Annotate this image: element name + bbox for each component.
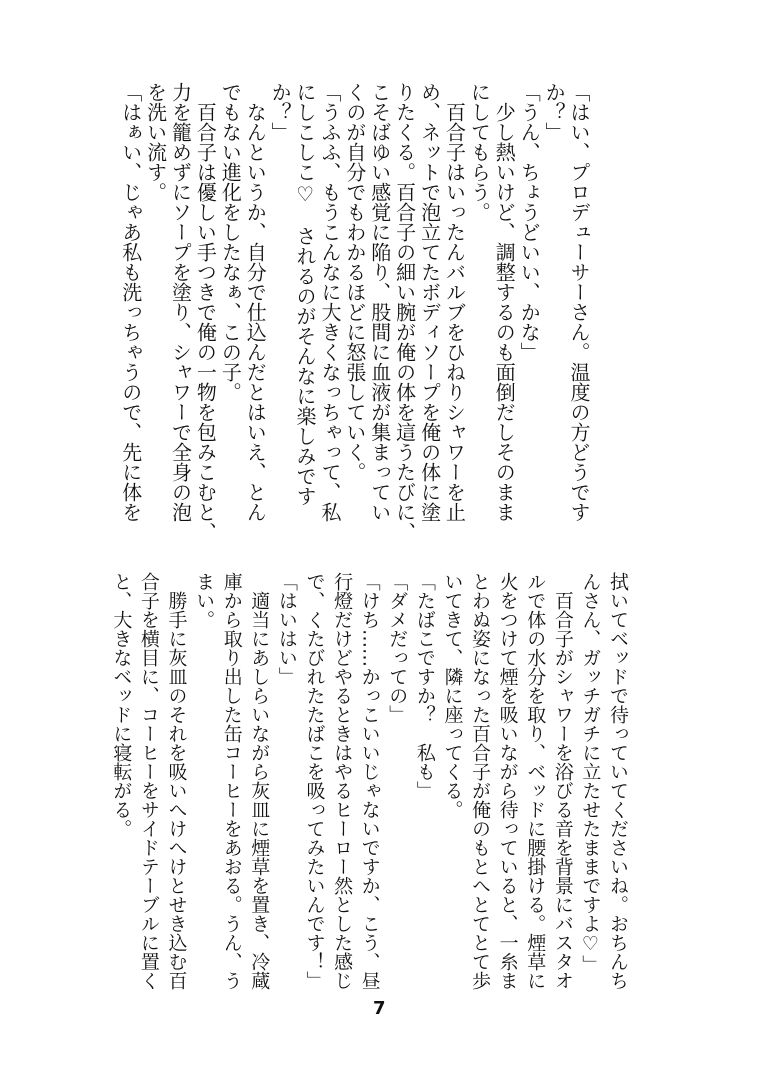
text-column: 「ダメだっての」 bbox=[386, 572, 409, 724]
text-column: と、大きなベッドに寝転がる。 bbox=[110, 572, 133, 838]
text-column: 庫から取り出した缶コーヒーをあおる。うん、う bbox=[220, 572, 243, 990]
text-column: 「うふふ、もうこんなに大きくなっちゃって、私 bbox=[317, 82, 342, 522]
text-column: 「けち……かっこいいじゃないですか、こう、昼 bbox=[358, 572, 381, 990]
text-column: 「はいはい」 bbox=[275, 572, 298, 686]
text-column: にしてもらう。 bbox=[467, 82, 492, 222]
text-column: 合子を横目に、コーヒーをサイドテーブルに置く bbox=[137, 572, 160, 990]
text-column: を洗い流す。 bbox=[143, 82, 168, 202]
text-column: 拭いてベッドで待っていてくださいね。おちんち bbox=[607, 572, 629, 990]
text-column: まい。 bbox=[193, 572, 216, 629]
text-column: か？」 bbox=[268, 82, 293, 142]
text-column: 行燈だけどやるときはやるヒーロー然とした感じ bbox=[331, 572, 354, 990]
text-column: にしこしこ♡ されるのがそんなに楽しみです bbox=[293, 82, 318, 506]
text-column: 「うん、ちょうどいい、かな」 bbox=[517, 82, 542, 362]
text-column: 「はぁい、じゃあ私も洗っちゃうので、先に体を bbox=[118, 82, 143, 522]
text-column: くのが自分でもわかるほどに怒張していく。 bbox=[342, 82, 367, 482]
text-column: 「はい、プロデューサーさん。温度の方どうです bbox=[567, 82, 591, 522]
page-number: 7 bbox=[373, 998, 386, 1019]
text-column: 火をつけて煙を吸いながら待っていると、一糸ま bbox=[496, 572, 519, 990]
text-column: いてきて、隣に座ってくる。 bbox=[441, 572, 464, 819]
text-block-bottom bbox=[107, 572, 631, 1012]
text-column: 少し熱いけど、調整するのも面倒だしそのまま bbox=[492, 82, 517, 522]
text-column: か？」 bbox=[542, 82, 567, 142]
text-column: でもない進化をしたなぁ、この子。 bbox=[218, 82, 243, 402]
text-column: こそばゆい感覚に陥り、股間に血液が集まってい bbox=[367, 82, 392, 522]
text-column: んさん、ガッチガチに立たせたままですよ♡」 bbox=[579, 572, 602, 974]
text-column: 「たばこですか？ 私も」 bbox=[413, 572, 436, 800]
text-column: ルで体の水分を取り、ベッドに腰掛ける。煙草に bbox=[524, 572, 547, 990]
text-column: とわぬ姿になった百合子が俺のもとへとてとて歩 bbox=[469, 572, 492, 990]
text-column: で、くたびれたたばこを吸ってみたいんです！」 bbox=[303, 572, 326, 990]
text-column: 百合子はいったんバルブをひねりシャワーを止 bbox=[442, 82, 467, 522]
text-column: 適当にあしらいながら灰皿に煙草を置き、冷蔵 bbox=[248, 572, 271, 990]
text-block-top bbox=[118, 82, 591, 542]
text-column: 勝手に灰皿のそれを吸いへけへけとせき込む百 bbox=[165, 572, 188, 990]
text-column: め、ネットで泡立てたボディソープを俺の体に塗 bbox=[417, 82, 442, 522]
text-column: りたくる。百合子の細い腕が俺の体を這うたびに、 bbox=[392, 82, 417, 542]
text-column: なんというか、自分で仕込んだとはいえ、とん bbox=[243, 82, 268, 522]
text-column: 力を籠めずにソープを塗り、シャワーで全身の泡 bbox=[168, 82, 193, 522]
text-column: 百合子は優しい手つきで俺の一物を包みこむと、 bbox=[193, 82, 218, 542]
text-column: 百合子がシャワーを浴びる音を背景にバスタオ bbox=[551, 572, 574, 990]
